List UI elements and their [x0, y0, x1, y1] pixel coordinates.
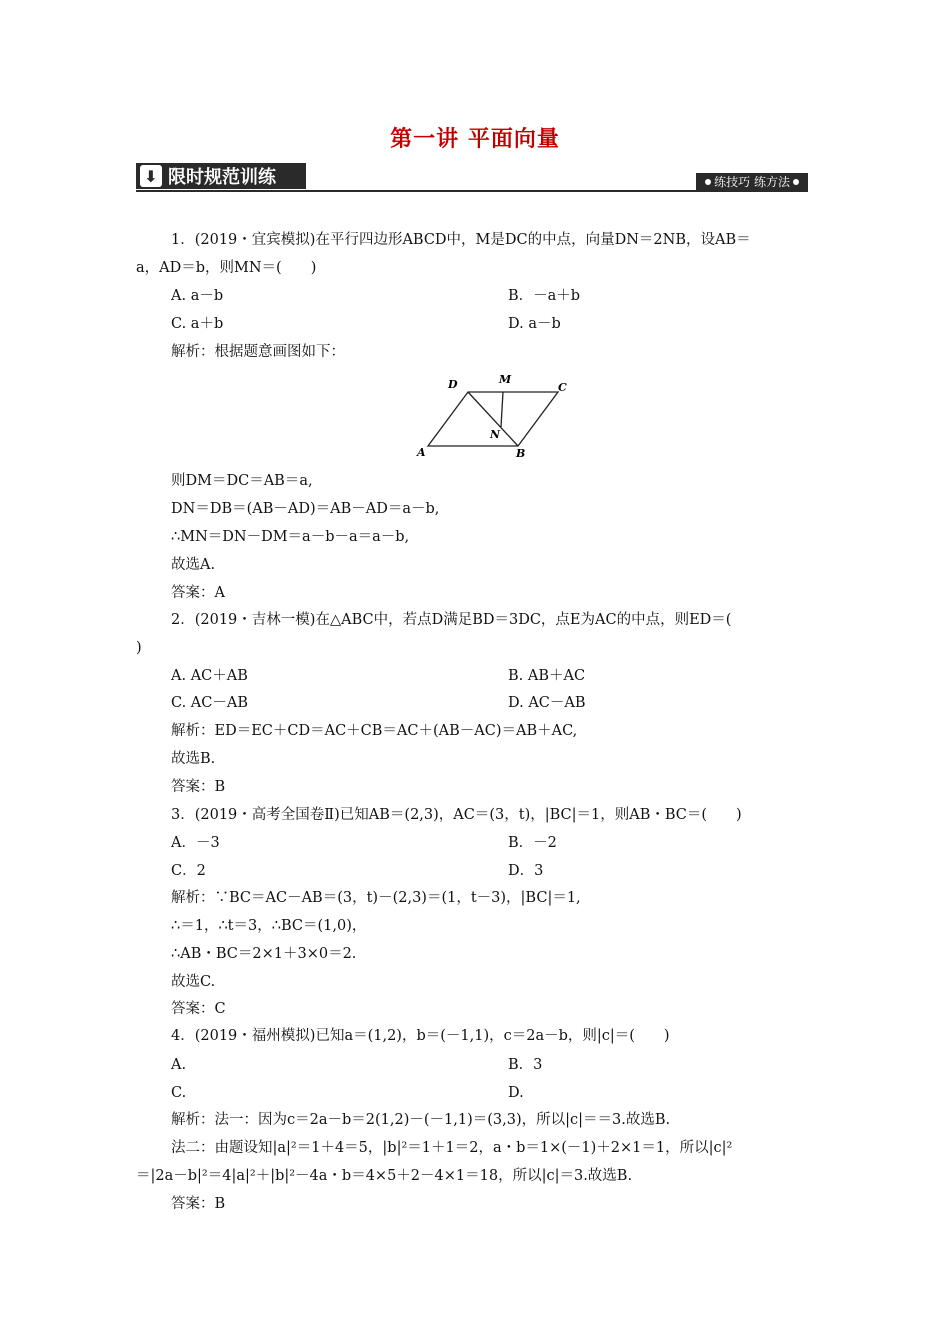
- q2-option-b: B. AB＋AC: [508, 668, 586, 684]
- q2-answer: 答案：B: [171, 779, 226, 795]
- q3-solution-4: 故选C.: [171, 974, 216, 990]
- q4-solution-1: 解析：法一：因为c＝2a－b＝2(1,2)－(－1,1)＝(3,3)，所以|c|＝＝3.故选B.: [171, 1112, 671, 1128]
- q4-option-b: B．3: [508, 1057, 543, 1073]
- q2-stem-line1: 2．(2019・吉林一模)在△ABC中，若点D满足BD＝3DC，点E为AC的中点，则ED＝(: [171, 612, 732, 628]
- q1-stem-line1: 1．(2019・宜宾模拟)在平行四边形ABCD中，M是DC的中点，向量DN＝2NB，设AB＝: [171, 232, 751, 248]
- q1-answer: 答案：A: [171, 585, 225, 601]
- label-m: M: [499, 373, 512, 386]
- q2-solution-2: 故选B.: [171, 751, 216, 767]
- q3-option-b: B．－2: [508, 835, 557, 851]
- segment-mn: [501, 392, 503, 427]
- label-b: B: [516, 447, 526, 460]
- banner-rule: [136, 190, 808, 192]
- q3-solution-3: ∴AB・BC＝2×1＋3×0＝2.: [171, 946, 357, 962]
- q1-option-c: C. a＋b: [171, 316, 224, 332]
- q4-stem: 4．(2019・福州模拟)已知a＝(1,2)，b＝(－1,1)，c＝2a－b，则|c|＝( ): [171, 1028, 670, 1044]
- q2-solution-1: 解析：ED＝EC＋CD＝AC＋CB＝AC＋(AB－AC)＝AB＋AC,: [171, 723, 578, 739]
- label-c: C: [558, 381, 567, 394]
- q4-answer: 答案：B: [171, 1196, 226, 1212]
- q1-option-d: D. a－b: [508, 316, 561, 332]
- q2-option-c: C. AC－AB: [171, 695, 248, 711]
- q3-stem: 3．(2019・高考全国卷Ⅱ)已知AB＝(2,3)，AC＝(3，t)，|BC|＝1，则AB・BC＝( ): [171, 807, 742, 823]
- dot-icon: [705, 179, 711, 185]
- q3-solution-1: 解析：∵BC＝AC－AB＝(3，t)－(2,3)＝(1，t－3)，|BC|＝1,: [171, 890, 581, 906]
- label-a: A: [417, 446, 426, 459]
- banner-right: [696, 173, 808, 190]
- banner-left: [136, 163, 306, 189]
- q3-answer: 答案：C: [171, 1001, 226, 1017]
- q1-solution-4: ∴MN＝DN－DM＝a－b－a＝a－b,: [171, 529, 410, 545]
- q3-option-c: C．2: [171, 863, 206, 879]
- q1-solution-1: 解析：根据题意画图如下：: [171, 344, 345, 360]
- q4-solution-2: 法二：由题设知|a|²＝1＋4＝5，|b|²＝1＋1＝2，a・b＝1×(－1)＋2×1＝1，所以|c|²: [171, 1140, 733, 1156]
- q4-option-d: D.: [508, 1085, 524, 1101]
- q4-option-a: A.: [171, 1057, 187, 1073]
- label-n: N: [490, 428, 501, 441]
- q4-solution-3: ＝|2a－b|²＝4|a|²＋|b|²－4a・b＝4×5＋2－4×1＝18，所以|c|＝3.故选B.: [136, 1168, 633, 1184]
- section-banner: [136, 163, 808, 193]
- banner-left-label: 限时规范训练: [168, 167, 276, 188]
- banner-right-label: 练技巧 练方法: [714, 175, 790, 189]
- q1-stem-line2: a，AD＝b，则MN＝( ): [136, 260, 317, 276]
- q1-solution-3: DN＝DB＝(AB－AD)＝AB－AD＝a－b,: [171, 501, 440, 517]
- label-d: D: [448, 378, 458, 391]
- q3-option-d: D．3: [508, 863, 544, 879]
- q2-option-a: A. AC＋AB: [171, 668, 248, 684]
- q3-solution-2: ∴＝1，∴t＝3，∴BC＝(1,0)，: [171, 918, 367, 934]
- parallelogram-figure: [410, 368, 580, 464]
- q3-option-a: A．－3: [171, 835, 220, 851]
- q1-solution-5: 故选A.: [171, 557, 216, 573]
- q2-option-d: D. AC－AB: [508, 695, 586, 711]
- q4-option-c: C.: [171, 1085, 187, 1101]
- down-arrow-icon: ⬇: [140, 165, 162, 187]
- q1-option-b: B．－a＋b: [508, 288, 581, 304]
- dot-icon: [793, 179, 799, 185]
- page-title: 第一讲 平面向量: [390, 126, 560, 152]
- q1-option-a: A. a－b: [171, 288, 224, 304]
- q1-solution-2: 则DM＝DC＝AB＝a,: [171, 473, 313, 489]
- q2-stem-line2: ): [136, 640, 142, 656]
